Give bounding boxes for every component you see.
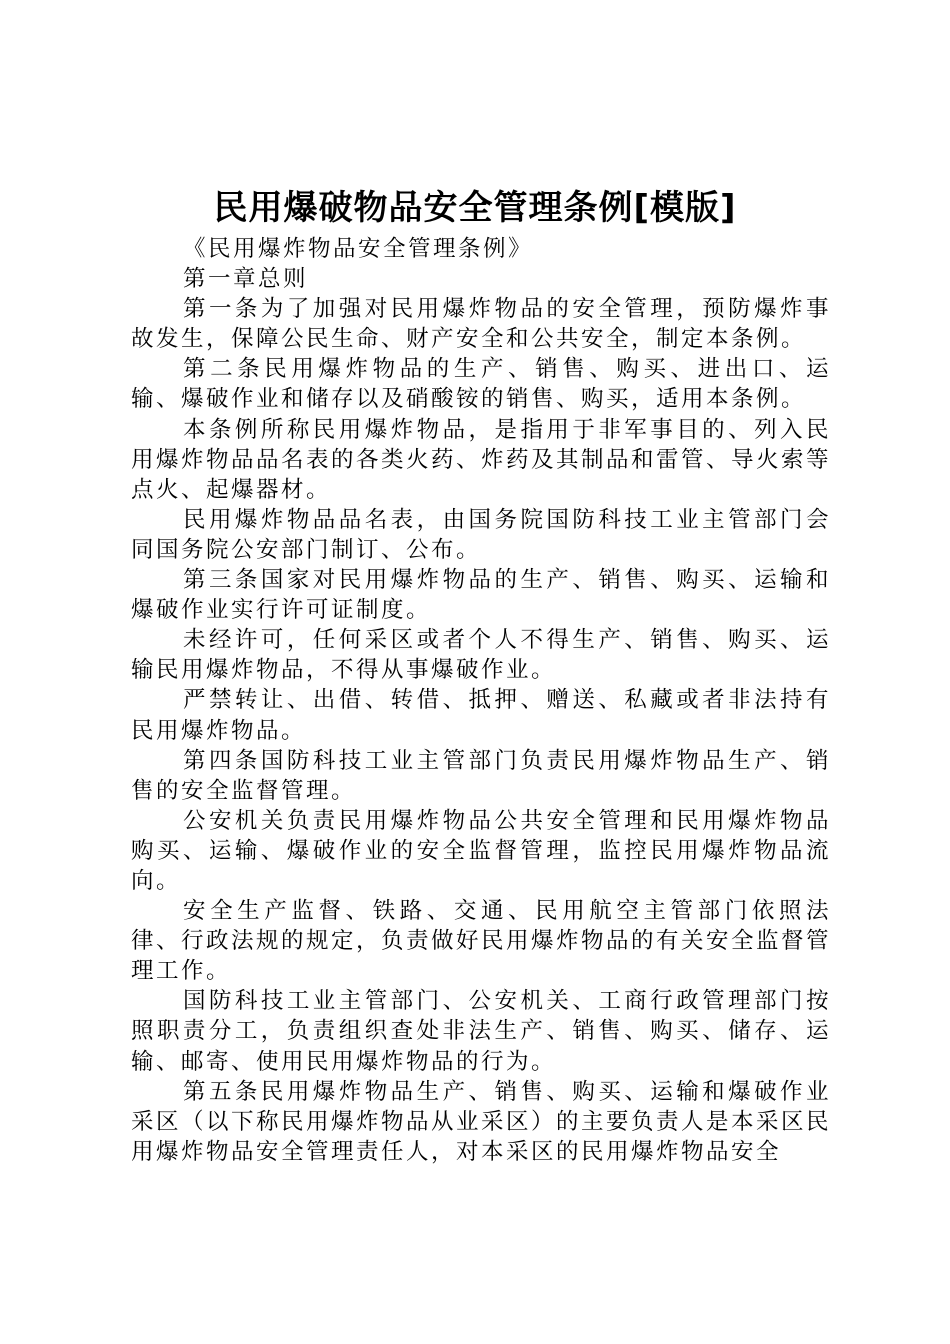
- document-paragraph: 第五条民用爆炸物品生产、销售、购买、运输和爆破作业采区（以下称民用爆炸物品从业采区）的主要负责人是本采区民用爆炸物品安全管理责任人，对本采区的民用爆炸物品安全: [131, 1078, 832, 1165]
- document-paragraph: 严禁转让、出借、转借、抵押、赠送、私藏或者非法持有民用爆炸物品。: [131, 687, 831, 744]
- document-paragraph: 《民用爆炸物品安全管理条例》: [183, 236, 534, 262]
- document-paragraph: 第一章总则: [183, 266, 309, 293]
- document-paragraph: 本条例所称民用爆炸物品，是指用于非军事目的、列入民用爆炸物品品名表的各类火药、炸药及其制品和雷管、导火索等点火、起爆器材。: [131, 416, 832, 503]
- document-paragraph: 第四条国防科技工业主管部门负责民用爆炸物品生产、销售的安全监督管理。: [131, 747, 831, 804]
- document-paragraph: 公安机关负责民用爆炸物品公共安全管理和民用爆炸物品购买、运输、爆破作业的安全监督管理，监控民用爆炸物品流向。: [131, 807, 831, 894]
- document-paragraph: 第二条民用爆炸物品的生产、销售、购买、进出口、运输、爆破作业和储存以及硝酸铵的销售、购买，适用本条例。: [131, 356, 831, 413]
- document-paragraph: 安全生产监督、铁路、交通、民用航空主管部门依照法律、行政法规的规定，负责做好民用爆炸物品的有关安全监督管理工作。: [131, 898, 832, 985]
- document-title: 民用爆破物品安全管理条例[模版]: [213, 188, 737, 228]
- document-paragraph: 未经许可，任何采区或者个人不得生产、销售、购买、运输民用爆炸物品，不得从事爆破作业。: [131, 627, 831, 684]
- document-paragraph: 国防科技工业主管部门、公安机关、工商行政管理部门按照职责分工，负责组织查处非法生产、销售、购买、储存、运输、邮寄、使用民用爆炸物品的行为。: [131, 988, 831, 1075]
- document-paragraph: 第三条国家对民用爆炸物品的生产、销售、购买、运输和爆破作业实行许可证制度。: [131, 567, 831, 624]
- document-paragraph: 民用爆炸物品品名表，由国务院国防科技工业主管部门会同国务院公安部门制订、公布。: [131, 506, 831, 563]
- document-paragraph: 第一条为了加强对民用爆炸物品的安全管理，预防爆炸事故发生，保障公民生命、财产安全和公共安全，制定本条例。: [131, 296, 831, 353]
- document-body: [131, 234, 831, 1167]
